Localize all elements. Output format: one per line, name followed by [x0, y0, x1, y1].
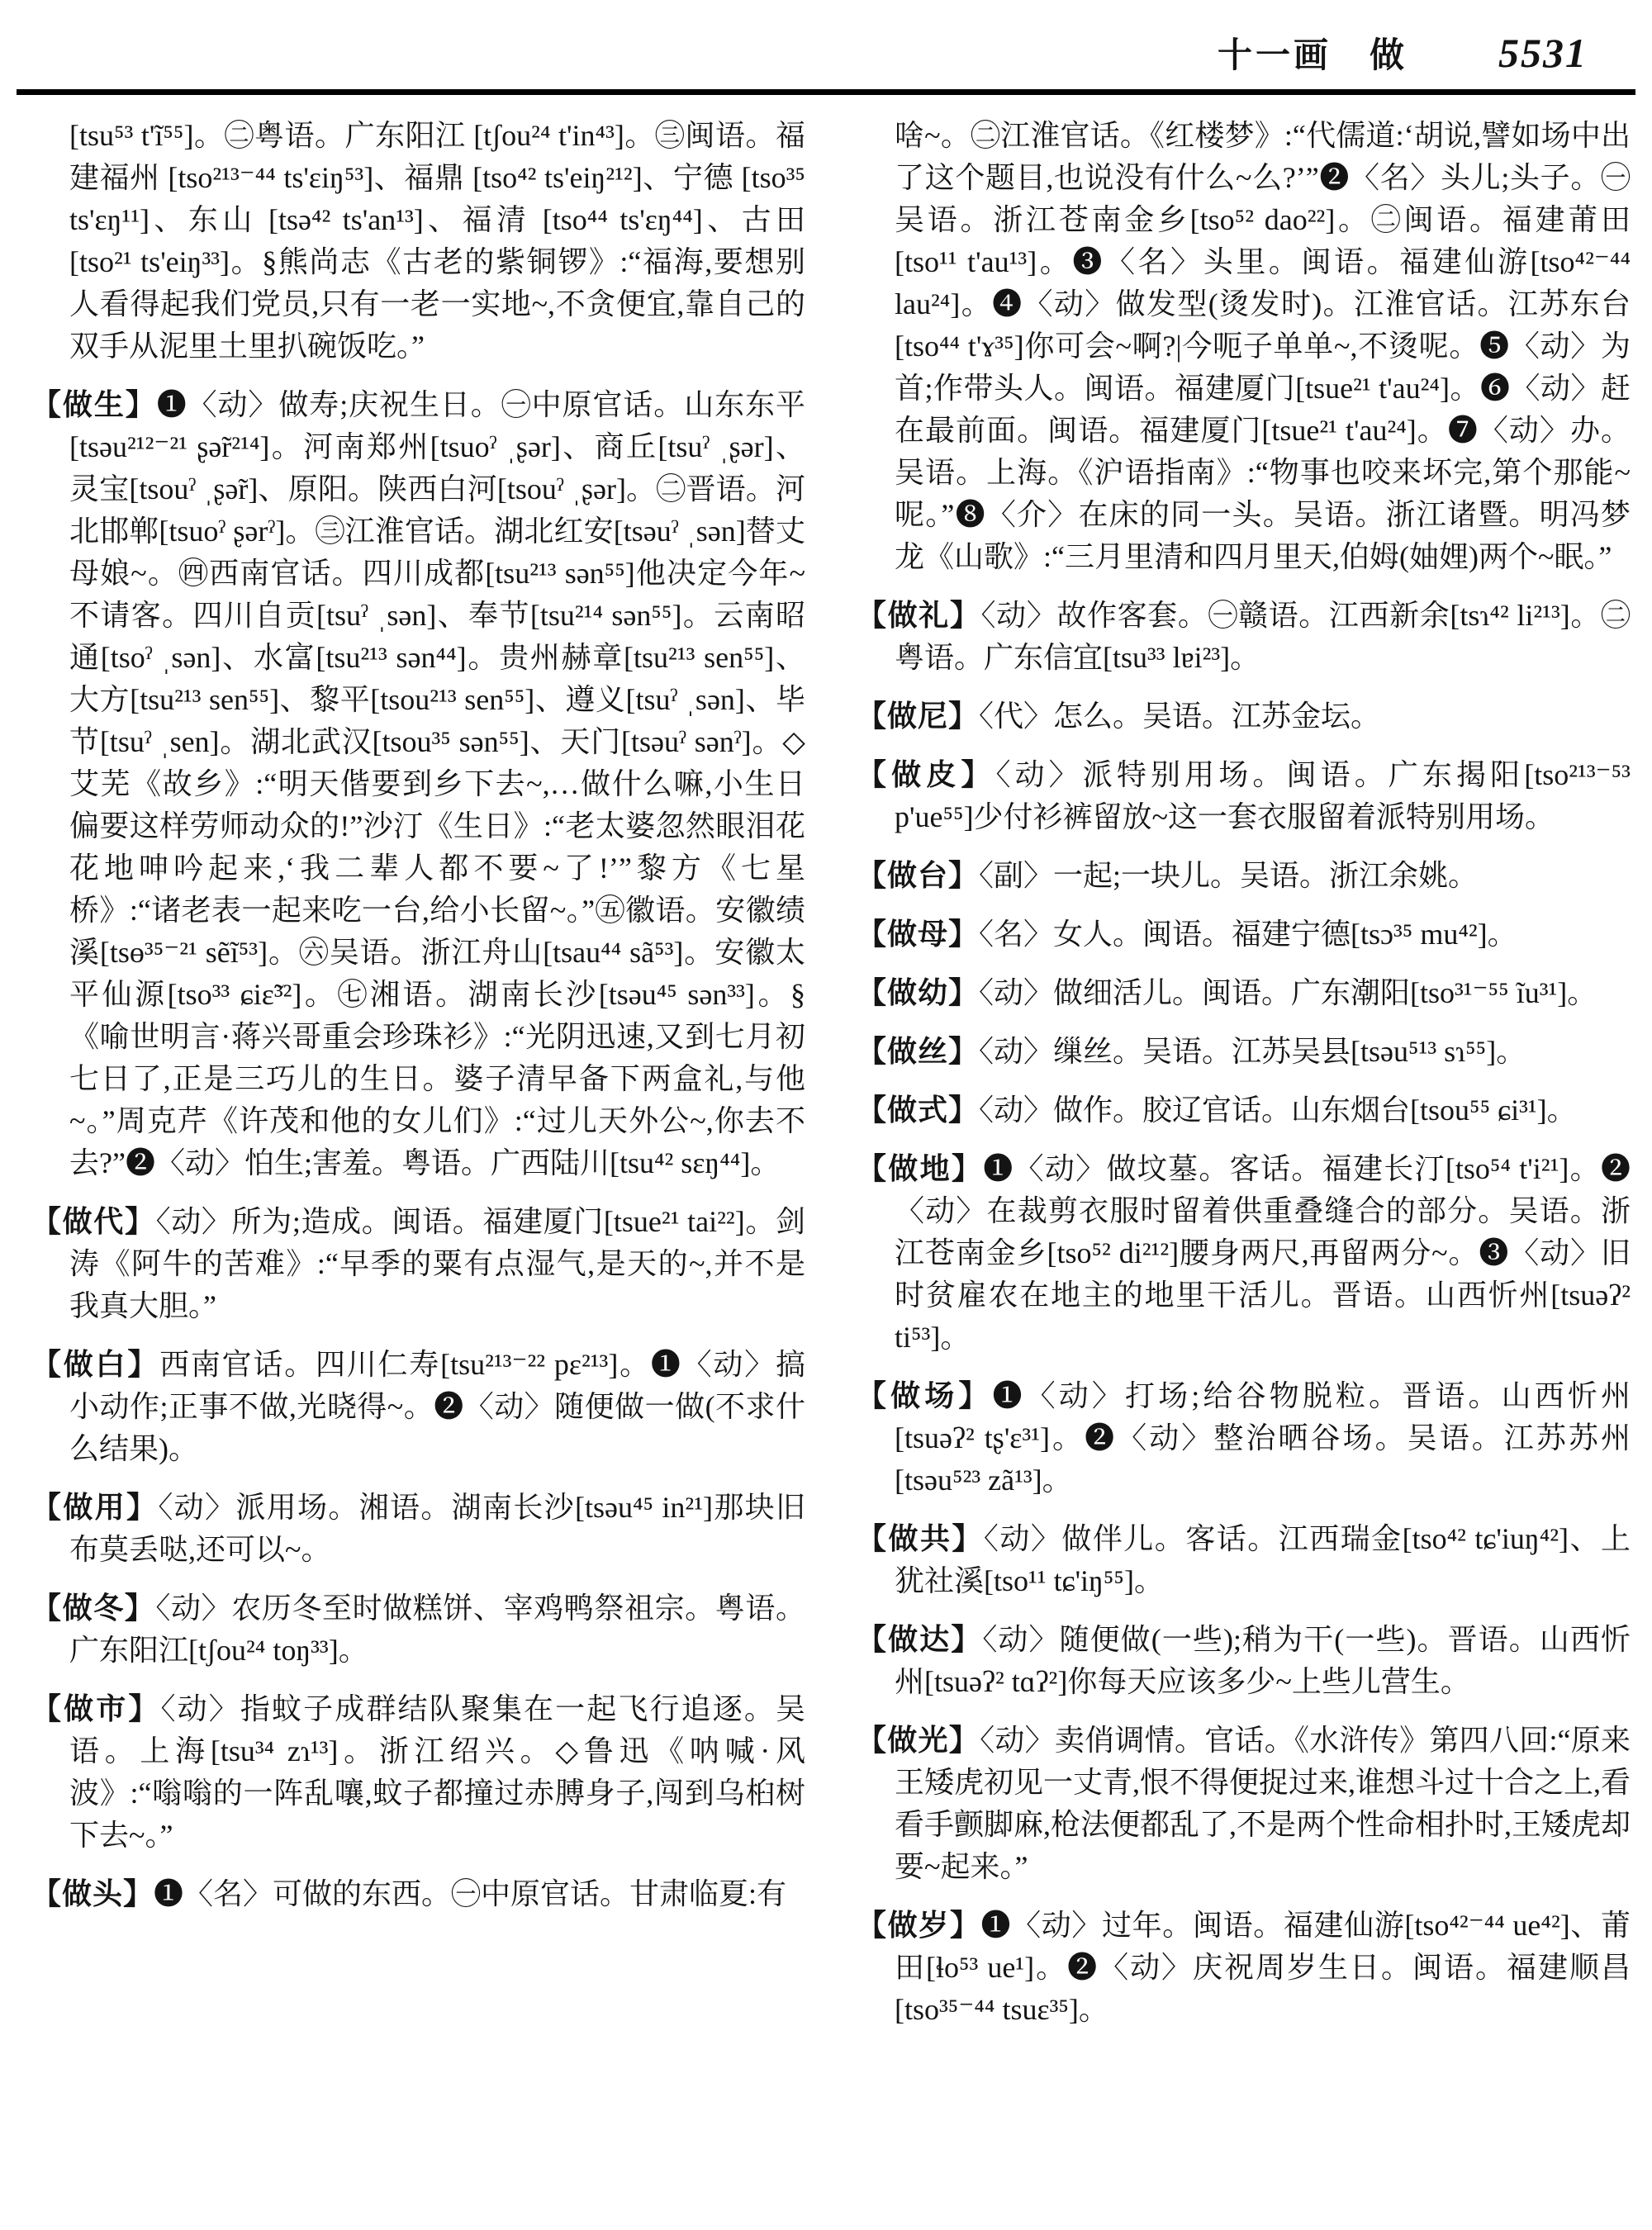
dictionary-entry-zuodi [857, 1148, 1631, 1359]
right-column [857, 115, 1631, 2047]
entry-headword: 【做母】 [857, 918, 980, 951]
entry-body: 〈动〉农历冬至时做糕饼、宰鸡鸭祭祖宗。粤语。广东阳江[tʃou²⁴ toŋ³³]。 [69, 1592, 805, 1667]
continuation-paragraph [31, 115, 805, 368]
entry-headword: 【做场】 [857, 1379, 993, 1412]
dictionary-entry-zuodong [31, 1587, 805, 1672]
dictionary-entry-zuogong [857, 1518, 1631, 1602]
continuation-paragraph [857, 115, 1631, 578]
entry-body: 〈动〉卖俏调情。官话。《水浒传》第四八回:“原来王矮虎初见一丈青,恨不得便捉过来,谁想斗过十合之上,看看手颤脚麻,枪法便都乱了,不是两个性命相扑时,王矮虎却要~起来。” [895, 1724, 1631, 1883]
page-header [0, 0, 1652, 89]
dictionary-entry-zuobai [31, 1344, 805, 1470]
entry-headword: 【做幼】 [857, 976, 980, 1009]
header-rule [17, 89, 1635, 95]
entry-headword: 【做地】 [857, 1152, 984, 1185]
entry-body: 〈动〉故作客套。㊀赣语。江西新余[tsɿ⁴² li²¹³]。㊁粤语。广东信宜[tsu³³ lɐi²³]。 [895, 599, 1631, 674]
entry-headword: 【做共】 [857, 1522, 984, 1555]
left-column [31, 115, 805, 2047]
entry-headword: 【做皮】 [857, 758, 996, 791]
dictionary-entry-zuotou [31, 1873, 805, 1915]
entry-body: ❶〈动〉打场;给谷物脱粒。晋语。山西忻州[tsuəʔ² tʂ'ɛ³¹]。❷〈动〉整治晒谷场。吴语。江苏苏州[tsəu⁵²³ zã¹³]。 [895, 1379, 1631, 1497]
entry-body: ❶〈动〉做寿;庆祝生日。㊀中原官话。山东东平[tsəu²¹²⁻²¹ ʂə̃r²¹⁴]。河南郑州[tsuoˀ ˌʂər]、商丘[tsuˀ ˌʂər]、灵宝[tsouˀ ˌʂə̃r]、原阳。陕西白河[tsouˀ ˌʂər]。㊁晋语。河北邯郸[tsuoˀ ʂərˀ]。㊂江淮官话。湖北红安[tsəuˀ ˌsən]替丈母娘~。㊃西南官话。四川成都[tsu²¹³ sən⁵⁵]他决定今年~不请客。四川自贡[tsuˀ ˌsən]、奉节[tsu²¹⁴ sən⁵⁵]。云南昭通[tsoˀ ˌsən]、水富[tsu²¹³ sən⁴⁴]。贵州赫章[tsu²¹³ sen⁵⁵]、大方[tsu²¹³ sen⁵⁵]、黎平[tsou²¹³ sen⁵⁵]、遵义[tsuˀ ˌsən]、毕节[tsuˀ ˌsen]。湖北武汉[tsou³⁵ sən⁵⁵]、天门[tsəuˀ sənˀ]。◇艾芜《故乡》:“明天偕要到乡下去~,…做什么嘛,小生日偏要这样劳师动众的!”沙汀《生日》:“老太婆忽然眼泪花花地呻吟起来,‘我二辈人都不要~了!’”黎方《七星桥》:“诸老表一起来吃一台,给小长留~。”㊄徽语。安徽绩溪[tsɵ³⁵⁻²¹ sẽĩ⁵³]。㊅吴语。浙江舟山[tsau⁴⁴ sã⁵³]。安徽太平仙源[tso³³ ɕiɛ̃³²]。㊆湘语。湖南长沙[tsəu⁴⁵ sən³³]。§《喻世明言·蒋兴哥重会珍珠衫》:“光阴迅速,又到七月初七日了,正是三巧儿的生日。婆子清早备下两盒礼,与他~。”周克芹《许茂和他的女儿们》:“过儿天外公~,你去不去?”❷〈动〉怕生;害羞。粤语。广西陆川[tsu⁴² sɛŋ⁴⁴]。 [69, 388, 805, 1179]
entry-body: 〈副〉一起;一块儿。吴语。浙江余姚。 [979, 859, 1479, 892]
entry-headword: 【做冬】 [31, 1592, 156, 1625]
dictionary-entry-zuoshi-market [31, 1688, 805, 1857]
entry-body: 〈动〉派用场。湘语。湖南长沙[tsəu⁴⁵ in²¹]那块旧布莫丢哒,还可以~。 [69, 1491, 805, 1566]
entry-body: ❶〈名〉可做的东西。㊀中原官话。甘肃临夏:有 [154, 1877, 787, 1910]
entry-body: 〈动〉所为;造成。闽语。福建厦门[tsue²¹ tai²²]。剑涛《阿牛的苦难》:“早季的粟有点湿气,是天的~,并不是我真大胆。” [69, 1205, 805, 1322]
entry-headword: 【做达】 [857, 1623, 983, 1656]
dictionary-entry-zuosi [857, 1031, 1631, 1073]
dictionary-entry-zuochang [857, 1375, 1631, 1502]
entry-body: 〈动〉做作。胶辽官话。山东烟台[tsou⁵⁵ ɕi³¹]。 [979, 1094, 1577, 1127]
dictionary-entry-zuodai [31, 1201, 805, 1327]
dictionary-entry-zuomu [857, 913, 1631, 956]
dictionary-entry-zuoyou [857, 972, 1631, 1014]
dictionary-entry-zuosheng [31, 384, 805, 1184]
entry-headword: 【做光】 [857, 1724, 980, 1757]
entry-body: 〈动〉做伴儿。客话。江西瑞金[tso⁴² tɕ'iuŋ⁴²]、上犹社溪[tso¹¹ tɕ'iŋ⁵⁵]。 [895, 1522, 1631, 1597]
dictionary-entry-zuoguang [857, 1720, 1631, 1888]
entry-body: 〈名〉女人。闽语。福建宁德[tsɔ³⁵ mu⁴²]。 [979, 918, 1517, 951]
entry-headword: 【做白】 [31, 1348, 160, 1381]
dictionary-entry-zuoshi-style [857, 1089, 1631, 1132]
dictionary-entry-zuoli [857, 595, 1631, 679]
dictionary-entry-zuopi [857, 754, 1631, 838]
section-character: 做 [1369, 37, 1408, 75]
entry-body: 西南官话。四川仁寿[tsu²¹³⁻²² pɛ²¹³]。❶〈动〉搞小动作;正事不做,光晓得~。❷〈动〉随便做一做(不求什么结果)。 [69, 1348, 805, 1465]
page-number: 5531 [1498, 30, 1588, 76]
entry-headword: 【做礼】 [857, 599, 981, 632]
dictionary-entry-zuotai [857, 855, 1631, 897]
entry-headword: 【做丝】 [857, 1035, 980, 1068]
entry-body: 〈动〉缫丝。吴语。江苏吴县[tsəu⁵¹³ sɿ⁵⁵]。 [979, 1035, 1526, 1068]
stroke-count-section: 十一画 [1217, 37, 1332, 75]
entry-headword: 【做岁】 [857, 1909, 981, 1942]
entry-headword: 【做代】 [31, 1205, 156, 1238]
entry-body: 啥~。㊁江淮官话。《红楼梦》:“代儒道:‘胡说,譬如场中出了这个题目,也说没有什么~么?’”❷〈名〉头儿;头子。㊀吴语。浙江苍南金乡[tso⁵² dao²²]。㊁闽语。福建莆田[tso¹¹ t'au¹³]。❸〈名〉头里。闽语。福建仙游[tso⁴²⁻⁴⁴ lau²⁴]。❹〈动〉做发型(烫发时)。江淮官话。江苏东台[tso⁴⁴ t'ɤ³⁵]你可会~啊?|今呃子单单~,不烫呢。❺〈动〉为首;作带头人。闽语。福建厦门[tsue²¹ t'au²⁴]。❻〈动〉赶在最前面。闽语。福建厦门[tsue²¹ t'au²⁴]。❼〈动〉办。吴语。上海。《沪语指南》:“物事也咬来坏完,第个那能~呢。”❽〈介〉在床的同一头。吴语。浙江诸暨。明冯梦龙《山歌》:“三月里清和四月里天,伯姆(妯娌)两个~眠。” [895, 119, 1631, 573]
entry-body: [tsu⁵³ t'ĩ⁵⁵]。㊁粤语。广东阳江 [tʃou²⁴ t'in⁴³]。㊂闽语。福建福州 [tso²¹³⁻⁴⁴ ts'ɛiŋ⁵³]、福鼎 [tso⁴² ts'eiŋ²¹²]、宁德 [tso³⁵ ts'ɛŋ¹¹]、东山 [tsə⁴² ts'an¹³]、福清 [tso⁴⁴ ts'ɛŋ⁴⁴]、古田 [tso²¹ ts'eiŋ³³]。§熊尚志《古老的紫铜锣》:“福海,要想别人看得起我们党员,只有一老一实地~,不贪便宜,靠自己的双手从泥里土里扒碗饭吃。” [69, 119, 805, 363]
entry-body: 〈代〉怎么。吴语。江苏金坛。 [979, 700, 1381, 733]
entry-headword: 【做式】 [857, 1094, 980, 1127]
dictionary-entry-zuoyong [31, 1487, 805, 1571]
text-columns [0, 95, 1652, 2047]
entry-headword: 【做尼】 [857, 700, 980, 733]
dictionary-entry-zuoni [857, 695, 1631, 738]
entry-body: 〈动〉派特别用场。闽语。广东揭阳[tso²¹³⁻⁵³ p'ue⁵⁵]少付衫裤留放~这一套衣服留着派特别用场。 [895, 758, 1631, 833]
entry-body: ❶〈动〉做坟墓。客话。福建长汀[tso⁵⁴ t'i²¹]。❷〈动〉在裁剪衣服时留着供重叠缝合的部分。吴语。浙江苍南金乡[tso⁵² di²¹²]腰身两尺,再留两分~。❸〈动〉旧时贫雇农在地主的地里干活儿。晋语。山西忻州[tsuəʔ² ti⁵³]。 [895, 1152, 1631, 1354]
dictionary-entry-zuosui [857, 1905, 1631, 2031]
entry-body: ❶〈动〉过年。闽语。福建仙游[tso⁴²⁻⁴⁴ ue⁴²]、莆田[ɬo⁵³ ue¹]。❷〈动〉庆祝周岁生日。闽语。福建顺昌[tso³⁵⁻⁴⁴ tsuɛ³⁵]。 [895, 1909, 1631, 2026]
entry-headword: 【做市】 [31, 1692, 161, 1725]
entry-headword: 【做台】 [857, 859, 980, 892]
entry-body: 〈动〉指蚊子成群结队聚集在一起飞行追逐。吴语。上海[tsu³⁴ zɿ¹³]。浙江绍兴。◇鲁迅《呐喊·风波》:“嗡嗡的一阵乱嚷,蚊子都撞过赤膊身子,闯到乌桕树下去~。” [69, 1692, 805, 1852]
entry-body: 〈动〉做细活儿。闽语。广东潮阳[tso³¹⁻⁵⁵ ĩu³¹]。 [979, 976, 1597, 1009]
entry-body: 〈动〉随便做(一些);稍为干(一些)。晋语。山西忻州[tsuəʔ² tɑʔ²]你每天应该多少~上些儿营生。 [895, 1623, 1631, 1698]
dictionary-entry-zuoda [857, 1619, 1631, 1703]
entry-headword: 【做头】 [31, 1877, 154, 1910]
entry-headword: 【做用】 [31, 1491, 159, 1524]
entry-headword: 【做生】 [31, 388, 157, 421]
